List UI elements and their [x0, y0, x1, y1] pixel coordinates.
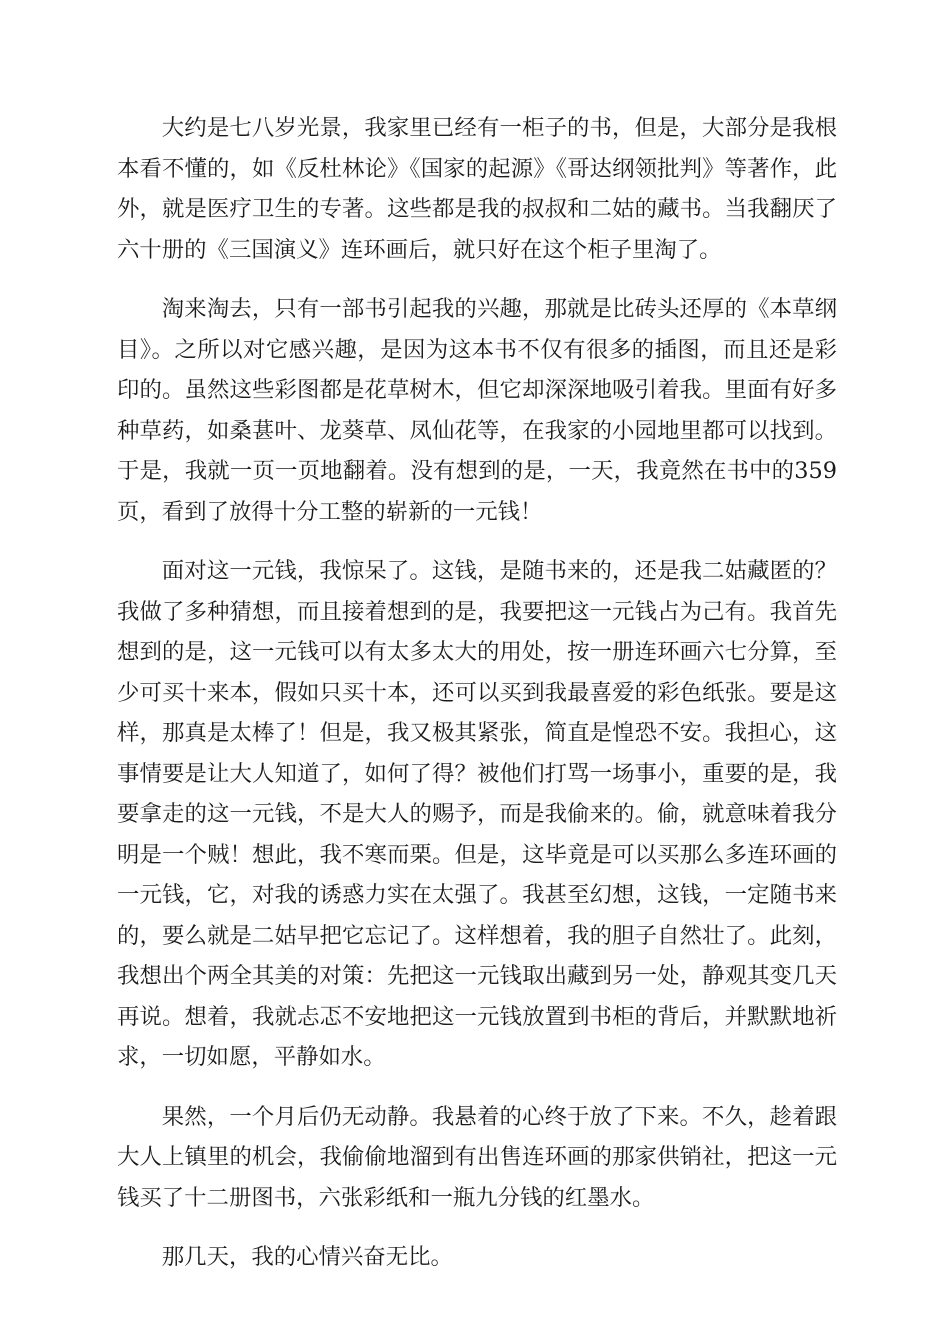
- paragraph-2: 淘来淘去，只有一部书引起我的兴趣，那就是比砖头还厚的《本草纲目》。之所以对它感兴趣，是因为这本书不仅有很多的插图，而且还是彩印的。虽然这些彩图都是花草树木，但它却深深地吸引着我。里面有好多种草药，如桑葚叶、龙葵草、凤仙花等，在我家的小园地里都可以找到。于是，我就一页一页地翻着。没有想到的是，一天，我竟然在书中的359页，看到了放得十分工整的崭新的一元钱！: [117, 296, 837, 525]
- paragraph-3: 面对这一元钱，我惊呆了。这钱，是随书来的，还是我二姑藏匿的？我做了多种猜想，而且接着想到的是，我要把这一元钱占为己有。我首先想到的是，这一元钱可以有太多太大的用处，按一册连环画六七分算，至少可买十来本，假如只买十本，还可以买到我最喜爱的彩色纸张。要是这样，那真是太棒了！但是，我又极其紧张，简直是惶恐不安。我担心，这事情要是让大人知道了，如何了得？被他们打骂一场事小，重要的是，我要拿走的这一元钱，不是大人的赐予，而是我偷来的。偷，就意味着我分明是一个贼！想此，我不寒而栗。但是，这毕竟是可以买那么多连环画的一元钱，它，对我的诱惑力实在太强了。我甚至幻想，这钱，一定随书来的，要么就是二姑早把它忘记了。这样想着，我的胆子自然壮了。此刻，我想出个两全其美的对策：先把这一元钱取出藏到另一处，静观其变几天再说。想着，我就忐忑不安地把这一元钱放置到书柜的背后，并默默地祈求，一切如愿，平静如水。: [117, 558, 837, 1070]
- document-page: [117, 108, 837, 1297]
- paragraph-5: 那几天，我的心情兴奋无比。: [161, 1244, 453, 1270]
- paragraph-1: 大约是七八岁光景，我家里已经有一柜子的书，但是，大部分是我根本看不懂的，如《反杜林论》《国家的起源》《哥达纲领批判》等著作，此外，就是医疗卫生的专著。这些都是我的叔叔和二姑的藏书。当我翻厌了六十册的《三国演义》连环画后，就只好在这个柜子里淘了。: [117, 115, 837, 263]
- paragraph-4: 果然，一个月后仍无动静。我悬着的心终于放了下来。不久，趁着跟大人上镇里的机会，我偷偷地溜到有出售连环画的那家供销社，把这一元钱买了十二册图书，六张彩纸和一瓶九分钱的红墨水。: [117, 1103, 837, 1211]
